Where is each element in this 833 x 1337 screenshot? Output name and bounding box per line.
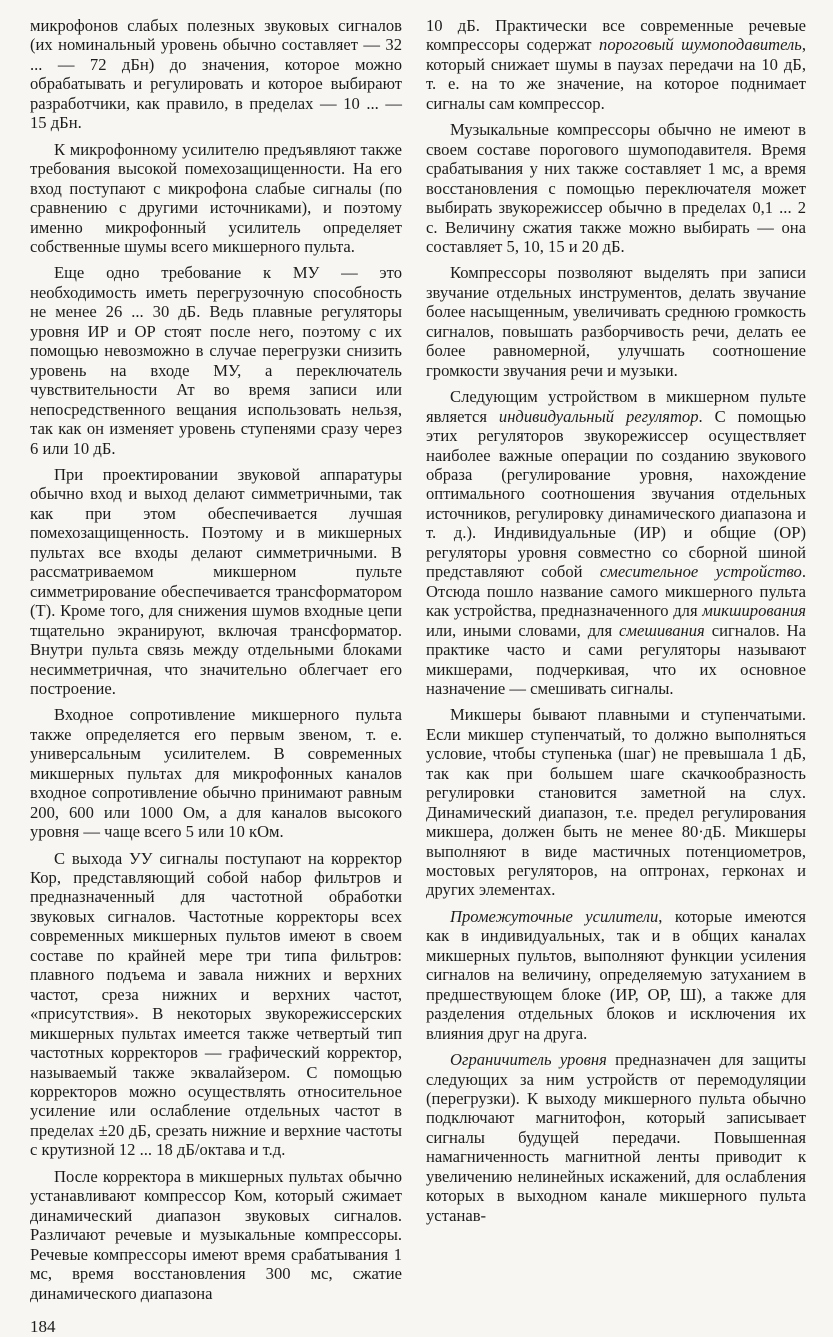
text-run: После корректора в микшерных пультах обычно устанавливают компрессор Ком, который сжимает динамический диапазон звуковых сигналов. Различают речевые и музыкальные компрессоры. Речевые компрессоры имеют время срабатывания 1 мс, время восстановления 300 мс, сжатие динамического диапазона (30, 1166, 402, 1303)
page-number: 184 (30, 1317, 56, 1336)
italic-term: смесительное устройство (599, 562, 802, 582)
italic-term: индивидуальный регулятор (498, 406, 699, 426)
text-run: К микрофонному усилителю предъявляют также требования высокой помехозащищенности. На его вход поступают с микрофона слабые сигналы (по сравнению с другими источниками), и поэтому именно микрофонный усилитель определяет собственные шумы всего микшерного пульта. (30, 139, 402, 256)
text-run: или, иными словами, для (426, 620, 619, 640)
text-run: Компрессоры позволяют выделять при записи звучание отдельных инструментов, делать звучание более насыщенным, увеличивать среднюю громкость сигналов, повышать разборчивость речи, делать ее более равномерной, улучшать соотношение громкости звучания речи и музыки. (426, 263, 806, 380)
text-run: Входное сопротивление микшерного пульта также определяется его первым звеном, т. е. универсальным усилителем. В современных микшерных пультах для микрофонных каналов входное сопротивление обычно принимают равным 200, 600 или 1000 Ом, а для каналов высокого уровня — чаще всего 5 или 10 кОм. (30, 705, 402, 842)
paragraph (30, 1167, 402, 1303)
paragraph (426, 1050, 806, 1225)
text-run: Еще одно требование к МУ — это необходимость иметь перегрузочную способность не менее 26 ... 30 дБ. Ведь плавные регуляторы уровня ИР и ОР стоят после него, поэтому с их помощью невозможно в случае перегрузки снизить уровень на входе МУ, а переключатель чувствительности Ат во время записи или непосредственного вещания использовать нельзя, так как он изменяет уровень ступенями сразу через 6 или 10 дБ. (30, 263, 402, 458)
text-run: . Отсюда пошло название самого микшерного пульта как устройства, предназначенного для (426, 562, 806, 621)
paragraph (30, 16, 402, 133)
text-run: 10 дБ. Практически все современные речевые компрессоры содержат (426, 16, 806, 55)
text-run: , который снижает шумы в паузах передачи на 10 дБ, т. е. на то же значение, на которое поднимает сигналы сам компрессор. (426, 35, 806, 113)
paragraph (30, 849, 402, 1160)
text-run: микрофонов слабых полезных звуковых сигналов (их номинальный уровень обычно составляет — 32 ... — 72 дБн) до значения, которое можно обрабатывать и регулировать и которое выбирают разработчики, как правило, в пределах — 10 ... — 15 дБн. (30, 16, 402, 133)
italic-term: Промежуточные усилители (450, 906, 659, 926)
text-run: Следующим устройством в микшерном пульте является (426, 387, 806, 426)
italic-term: микширования (702, 601, 806, 621)
paragraph (426, 705, 806, 900)
left-text-column (30, 16, 402, 1303)
paragraph (30, 465, 402, 698)
paragraph (426, 907, 806, 1043)
text-run: предназначен для защиты следующих за ним устройств от перемодуляции (перегрузки). К выходу микшерного пульта обычно подключают магнитофон, который записывает сигналы будущей передачи. Повышенная намагниченность магнитной ленты приводит к увеличению нелинейных искажений, для ослабления которых в выходном канале микшерного пульта устанав- (426, 1050, 806, 1225)
paragraph (426, 120, 806, 256)
text-run: С выхода УУ сигналы поступают на корректор Кор, представляющий собой набор фильтров и предназначенный для частотной обработки звуковых сигналов. Частотные корректоры всех современных микшерных пультов имеют в своем составе по крайней мере три типа фильтров: плавного подъема и завала нижних и верхних частот, среза нижних и верхних частот, «присутствия». В некоторых звукорежиссерских микшерных пультах имеется также четвертый тип частотных корректоров — графический корректор, называемый также эквалайзером. С помощью корректоров можно осуществлять относительное усиление или ослабление отдельных частот в пределах ±20 дБ, срезать нижние и верхние частоты с крутизной 12 ... 18 дБ/октава и т.д. (30, 848, 402, 1160)
paragraph (426, 16, 806, 113)
paragraph (30, 263, 402, 458)
text-run: . С помощью этих регуляторов звукорежиссер осуществляет наиболее важные операции по созданию звукового образа (регулирование уровня, нахождение оптимального соотношения звучания отдельных источников, регулировку динамического диапазона и т. д.). Индивидуальные (ИР) и общие (ОР) регуляторы уровня совместно со сборной шиной представляют собой (426, 406, 806, 582)
text-run: , которые имеются как в индивидуальных, так и в общих каналах микшерных пультов, выполняют функции усиления сигналов на величину, определяемую затуханием в предшествующем блоке (ИР, ОР, Ш), а также для разделения отдельных блоков и исключения их влияния друг на друга. (426, 906, 806, 1043)
paragraph (30, 140, 402, 257)
italic-term: смешивания (619, 620, 705, 640)
paragraph (426, 263, 806, 380)
text-run: Микшеры бывают плавными и ступенчатыми. Если микшер ступенчатый, то должно выполняться условие, чтобы ступенька (шаг) не превышала 1 дБ, так как при большем шаге скачкообразность регулировки становится заметной на слух. Динамический диапазон, т.е. предел регулирования микшера, должен быть не менее 80·дБ. Микшеры выполняют в виде мастичных потенциометров, мостовых регуляторов, на оптронах, герконах и других элементах. (426, 705, 806, 900)
italic-term: пороговый шумоподавитель (599, 35, 802, 55)
left-column-wrapper (30, 16, 402, 1337)
paragraph (426, 387, 806, 698)
right-text-column (426, 16, 806, 1225)
right-column-wrapper (426, 16, 806, 1232)
paragraph (30, 705, 402, 841)
italic-term: Ограничитель уровня (450, 1050, 607, 1070)
text-run: сигналов. На практике часто и сами регуляторы называют микшерами, подчеркивая, что их основное назначение — смешивать сигналы. (426, 620, 806, 698)
text-run: При проектировании звуковой аппаратуры обычно вход и выход делают симметричными, так как при этом обеспечивается лучшая помехозащищенность. Поэтому и в микшерных пультах все входы делают симметричными. В рассматриваемом микшерном пульте симметрирование обеспечивается трансформатором (Т). Кроме того, для снижения шумов входные цепи тщательно экранируют, включая трансформатор. Внутри пульта связь между отдельными блоками несимметричная, что значительно облегчает его построение. (30, 464, 402, 698)
text-run: Музыкальные компрессоры обычно не имеют в своем составе порогового шумоподавителя. Время срабатывания у них также составляет 1 мс, а время восстановления с помощью переключателя может выбирать звукорежиссер обычно в пределах 0,1 ... 2 с. Величину сжатия также можно выбирать — она составляет 5, 10, 15 и 20 дБ. (426, 120, 806, 256)
